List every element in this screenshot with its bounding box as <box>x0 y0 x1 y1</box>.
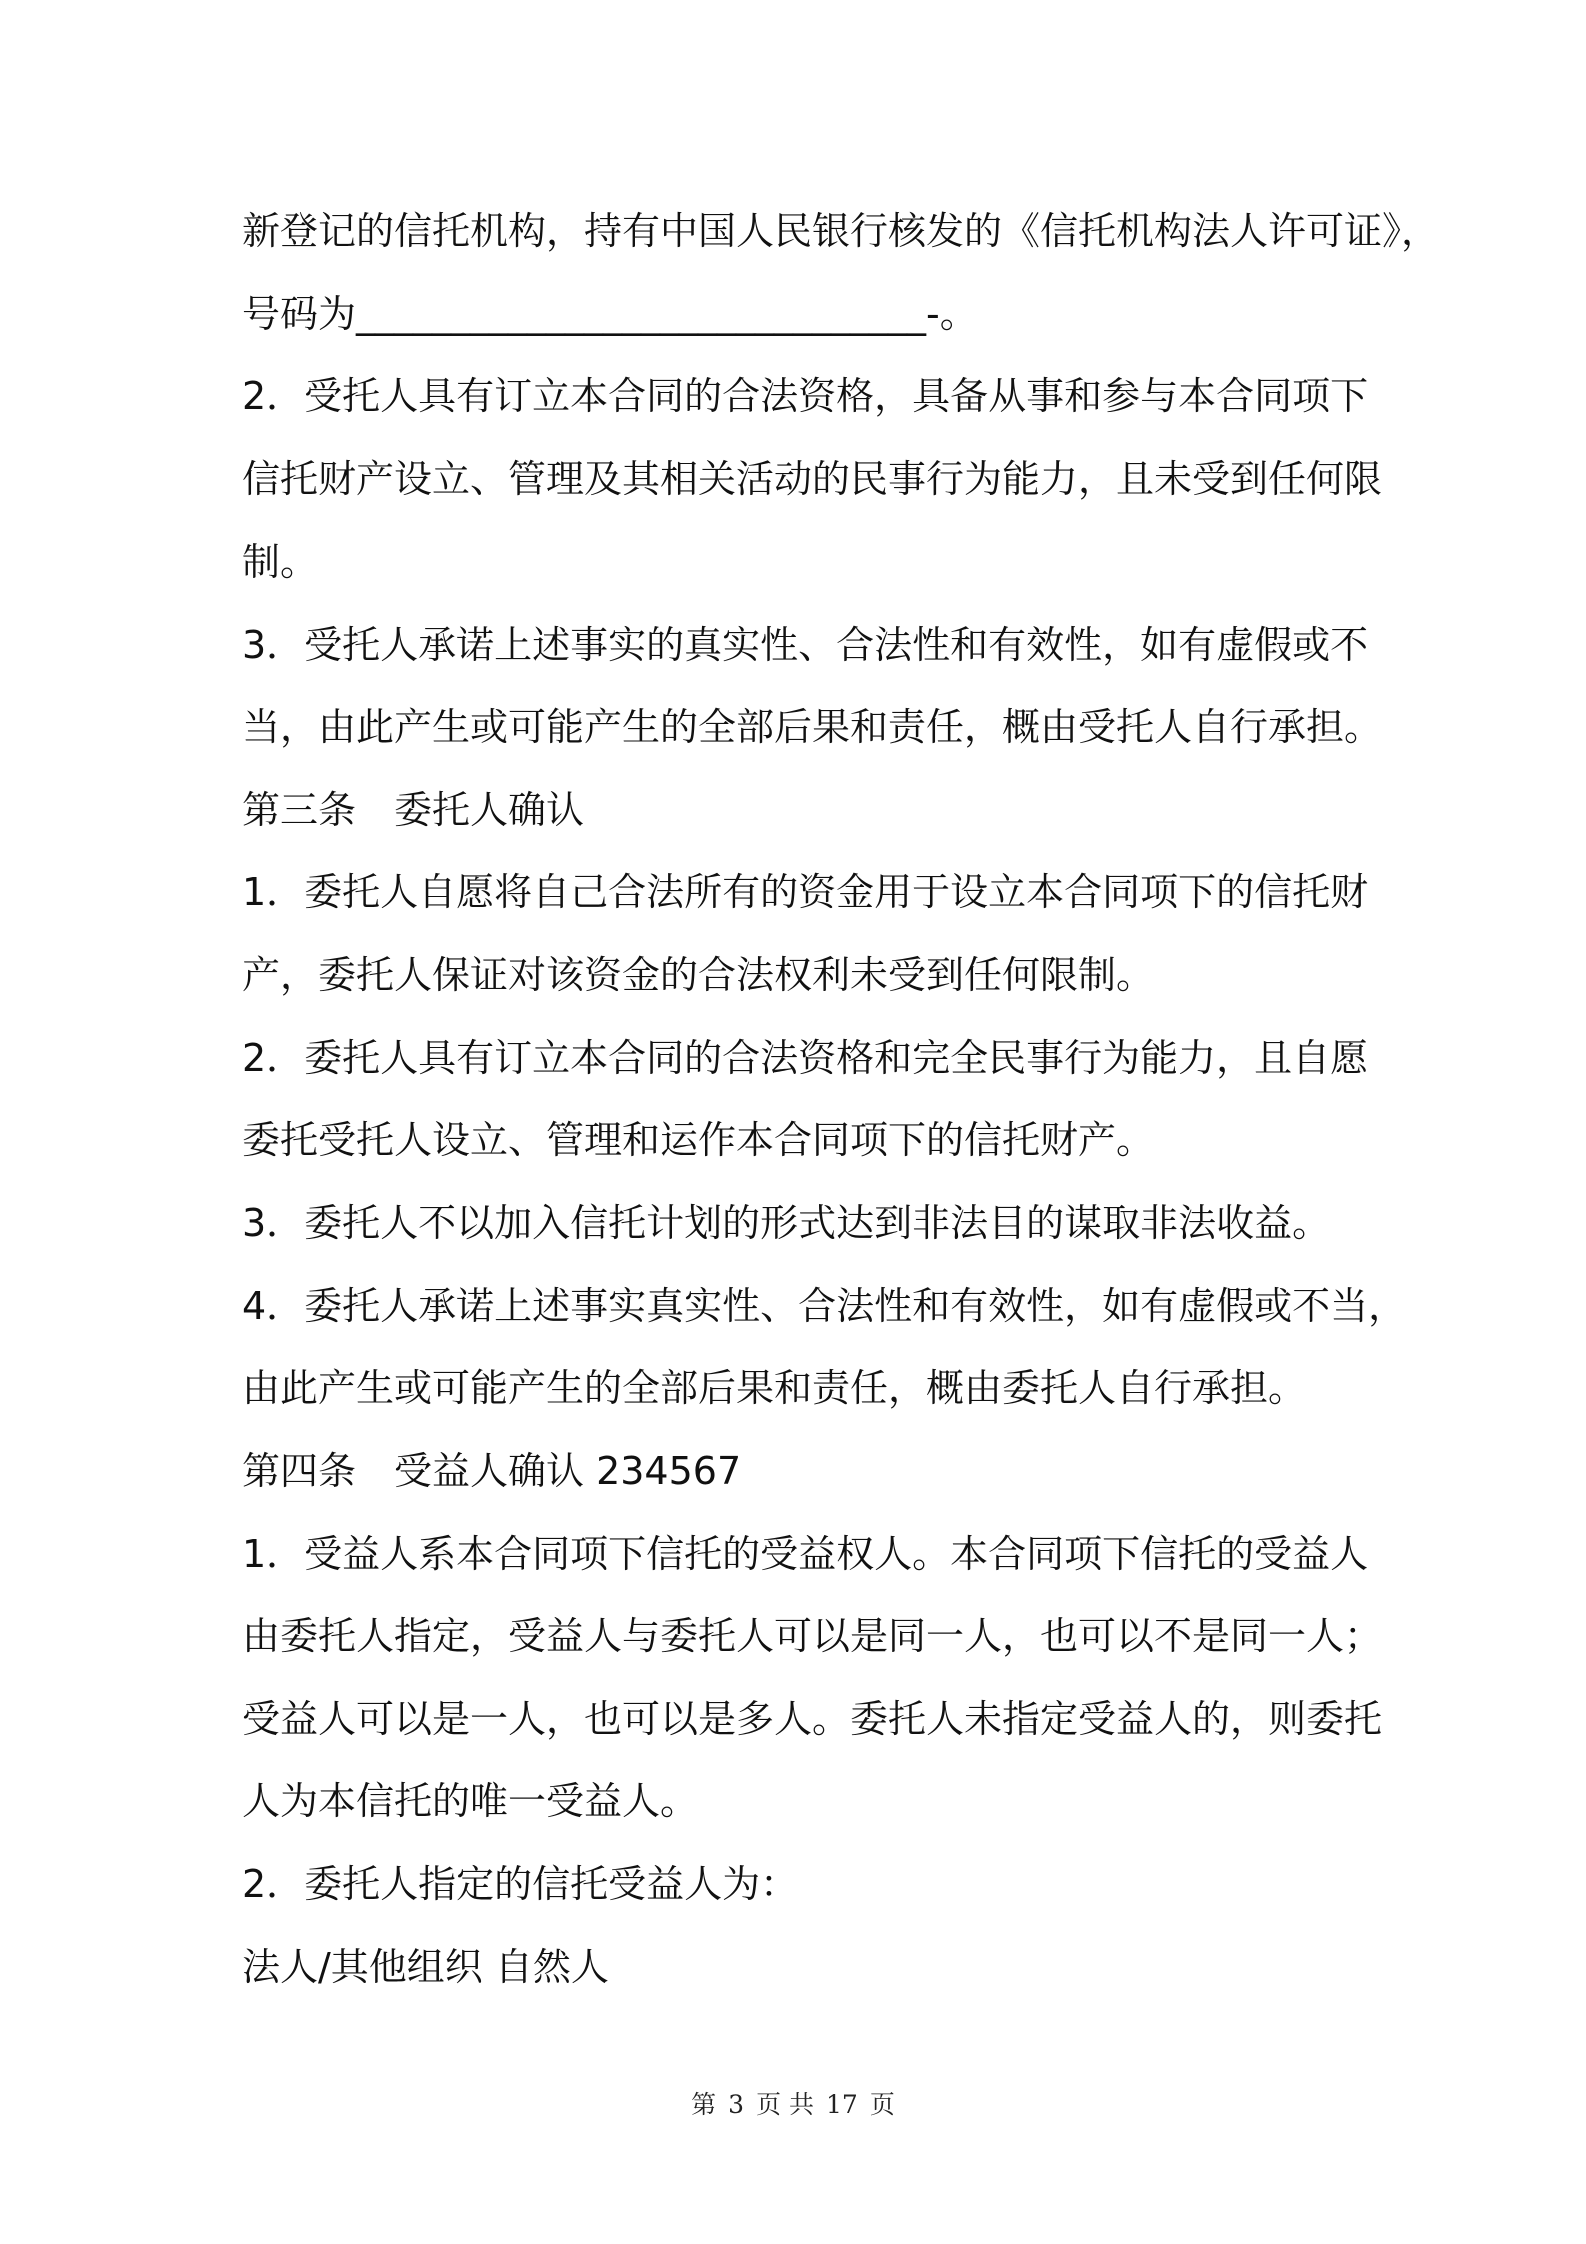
text-line-22: 法人/其他组织 自然人 <box>242 1945 609 1989</box>
text-line-17: 1．受益人系本合同项下信托的受益权人。本合同项下信托的受益人 <box>242 1532 1369 1576</box>
footer-total-pages: 17 <box>826 2090 858 2119</box>
text-line-19: 受益人可以是一人，也可以是多人。委托人未指定受益人的，则委托 <box>242 1697 1383 1741</box>
text-line-4: 信托财产设立、管理及其相关活动的民事行为能力，且未受到任何限 <box>242 457 1383 501</box>
text-line-3: 2．受托人具有订立本合同的合法资格，具备从事和参与本合同项下 <box>242 374 1369 418</box>
footer-page-number: 3 <box>728 2090 745 2119</box>
text-line-13: 3．委托人不以加入信托计划的形式达到非法目的谋取非法收益。 <box>242 1201 1331 1245</box>
text-line-21: 2．委托人指定的信托受益人为： <box>242 1862 799 1906</box>
text-line-12: 委托受托人设立、管理和运作本合同项下的信托财产。 <box>242 1118 1155 1162</box>
text-line-15: 由此产生或可能产生的全部后果和责任，概由委托人自行承担。 <box>242 1366 1307 1410</box>
page-footer <box>0 2085 1586 2121</box>
footer-suffix: 页 <box>869 2090 895 2119</box>
footer-middle: 页 共 <box>756 2090 815 2119</box>
text-line-7: 当，由此产生或可能产生的全部后果和责任，概由受托人自行承担。 <box>242 705 1383 749</box>
footer-prefix: 第 <box>691 2090 717 2119</box>
text-line-11: 2．委托人具有订立本合同的合法资格和完全民事行为能力，且自愿 <box>242 1036 1369 1080</box>
text-line-9: 1．委托人自愿将自己合法所有的资金用于设立本合同项下的信托财 <box>242 870 1369 914</box>
text-line-6: 3．受托人承诺上述事实的真实性、合法性和有效性，如有虚假或不 <box>242 623 1369 667</box>
text-line-20: 人为本信托的唯一受益人。 <box>242 1779 699 1823</box>
text-line-1: 新登记的信托机构，持有中国人民银行核发的《信托机构法人许可证》， <box>242 209 1440 253</box>
section-heading-article-4: 第四条 受益人确认 234567 <box>242 1449 742 1493</box>
text-line-2: 号码为______________________________-。 <box>242 292 978 336</box>
text-line-5: 制。 <box>242 540 319 584</box>
text-line-18: 由委托人指定，受益人与委托人可以是同一人，也可以不是同一人； <box>242 1614 1383 1658</box>
text-line-10: 产，委托人保证对该资金的合法权利未受到任何限制。 <box>242 953 1155 997</box>
text-line-14: 4．委托人承诺上述事实真实性、合法性和有效性，如有虚假或不当， <box>242 1284 1407 1328</box>
section-heading-article-3: 第三条 委托人确认 <box>242 788 585 832</box>
